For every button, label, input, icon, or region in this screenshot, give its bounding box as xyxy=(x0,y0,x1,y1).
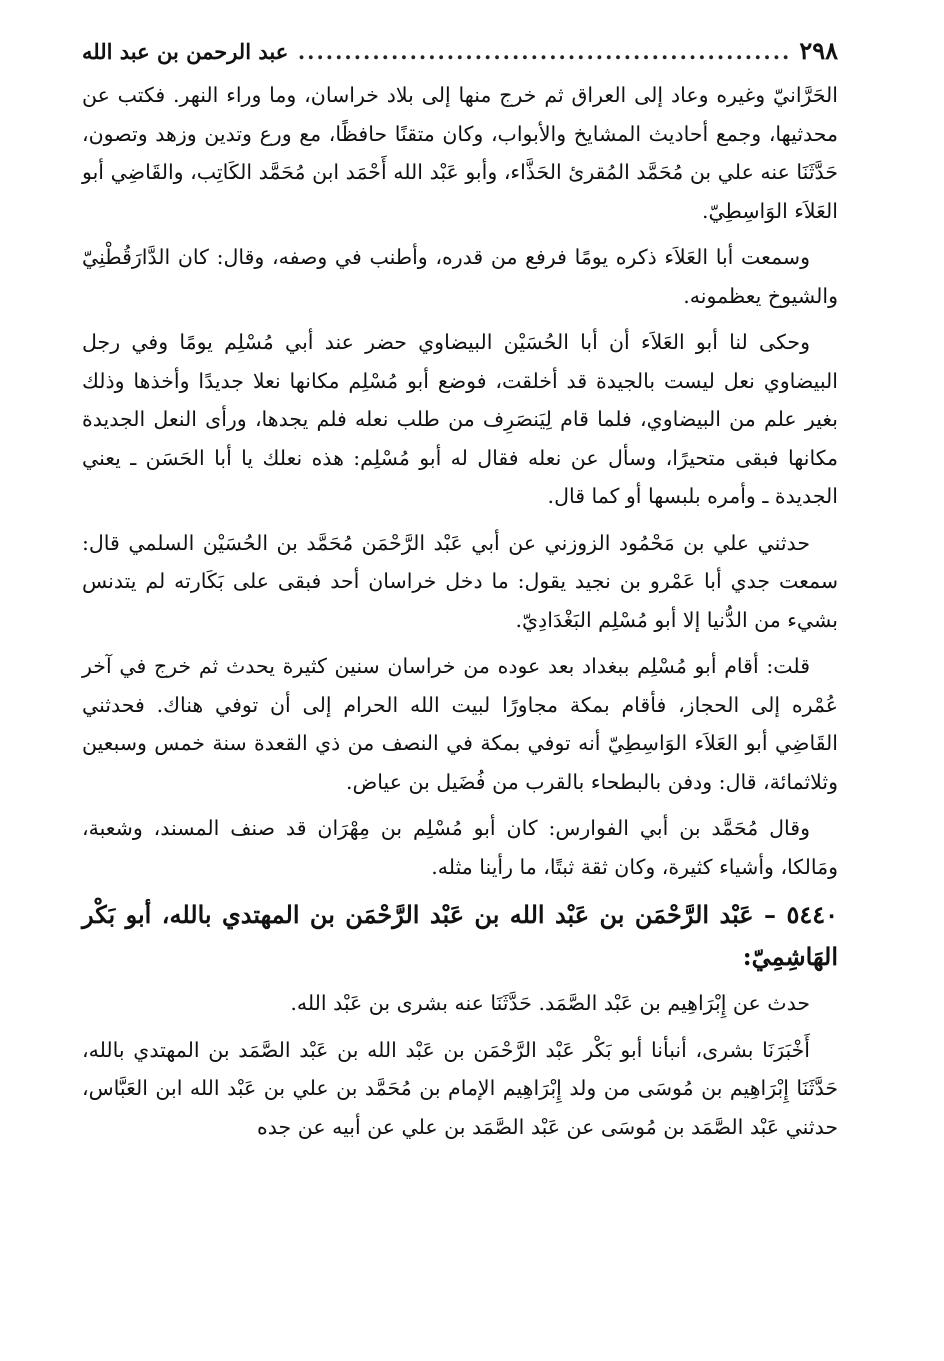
page-number: ٢٩٨ xyxy=(799,36,838,65)
entry-dash: – xyxy=(753,900,787,929)
paragraph: حدث عن إِبْرَاهِيم بن عَبْد الصَّمَد. حَدَّثَنَا عنه بشرى بن عَبْد الله. xyxy=(290,991,810,1015)
paragraph: أَخْبَرَنَا بشرى، أنبأنا أبو بَكْر عَبْد الرَّحْمَن بن عَبْد الله بن عَبْد الصَّمَد بن المهتدي بالله، حَدَّثَنَا إِبْرَاهِيم بن مُوسَى من ولد إِبْرَاهِيم الإمام بن مُحَمَّد بن علي بن عَبْد الله ابن العَبَّاس، حدثني عَبْد الصَّمَد بن مُوسَى عن عَبْد الصَّمَد بن علي عن أبيه عن جده xyxy=(82,1037,838,1139)
paragraph: قلت: أقام أبو مُسْلِم ببغداد بعد عوده من خراسان سنين كثيرة يحدث ثم خرج في آخر عُمْره إلى الحجاز، فأقام بمكة مجاورًا لبيت الله الحرام إلى أن توفي هناك. فحدثني القَاضِي أبو العَلاَء الوَاسِطِيّ أنه توفي بمكة في النصف من ذي القعدة سنة خمس وسبعين وثلاثمائة، قال: ودفن بالبطحاء بالقرب من فُضَيل بن عياض. xyxy=(82,654,838,794)
running-title: عبد الرحمن بن عبد الله xyxy=(82,39,289,64)
header-leader-dots xyxy=(296,39,791,64)
paragraph: وسمعت أبا العَلاَء ذكره يومًا فرفع من قدره، وأطنب في وصفه، وقال: كان الدَّارَقُطْنِيّ والشيوخ يعظمونه. xyxy=(82,245,838,308)
book-page xyxy=(82,36,838,1154)
paragraph: الحَرَّانيّ وغيره وعاد إلى العراق ثم خرج منها إلى بلاد خراسان، وما وراء النهر. فكتب عن محدثيها، وجمع أحاديث المشايخ والأبواب، وكان متقنًا حافظًا، مع ورع وتدين وزهد وتصون، حَدَّثَنَا عنه علي بن مُحَمَّد المُقرئ الحَذَّاء، وأبو عَبْد الله أَحْمَد ابن مُحَمَّد الكَاتِب، والقَاضِي أبو العَلاَء الوَاسِطِيّ. xyxy=(82,83,838,223)
paragraph: وحكى لنا أبو العَلاَء أن أبا الحُسَيْن البيضاوي حضر عند أبي مُسْلِم يومًا وفي رجل البيضاوي نعل ليست بالجيدة قد أخلقت، فوضع أبو مُسْلِم مكانها نعلا جديدًا وأخذها وذلك بغير علم من البيضاوي، فلما قام لِيَنصَرِف من طلب نعله فلم يجدها، ورأى النعل الجديدة مكانها فبقى متحيرًا، وسأل عن نعله فقال له أبو مُسْلِم: هذه نعلك يا أبا الحَسَن ـ يعني الجديدة ـ وأمره بلبسها أو كما قال. xyxy=(82,330,838,508)
entry-name: عَبْد الرَّحْمَن بن عَبْد الله بن عَبْد الرَّحْمَن بن المهتدي بالله، أبو بَكْر الهَاشِمِيّ: xyxy=(82,900,838,971)
entry-number: ٥٤٤٠ xyxy=(786,900,838,929)
page-header xyxy=(82,36,838,76)
paragraph: حدثني علي بن مَحْمُود الزوزني عن أبي عَبْد الرَّحْمَن مُحَمَّد بن الحُسَيْن السلمي قال: سمعت جدي أبا عَمْرو بن نجيد يقول: ما دخل خراسان أحد فبقى على بَكَارته لم يتدنس بشيء من الدُّنيا إلا أبو مُسْلِم البَغْدَادِيّ. xyxy=(82,530,838,632)
paragraph: وقال مُحَمَّد بن أبي الفوارس: كان أبو مُسْلِم بن مِهْرَان قد صنف المسند، وشعبة، ومَالكا، وأشياء كثيرة، وكان ثقة ثبتًا، ما رأينا مثله. xyxy=(82,816,838,879)
biography-entry-heading xyxy=(82,894,838,978)
